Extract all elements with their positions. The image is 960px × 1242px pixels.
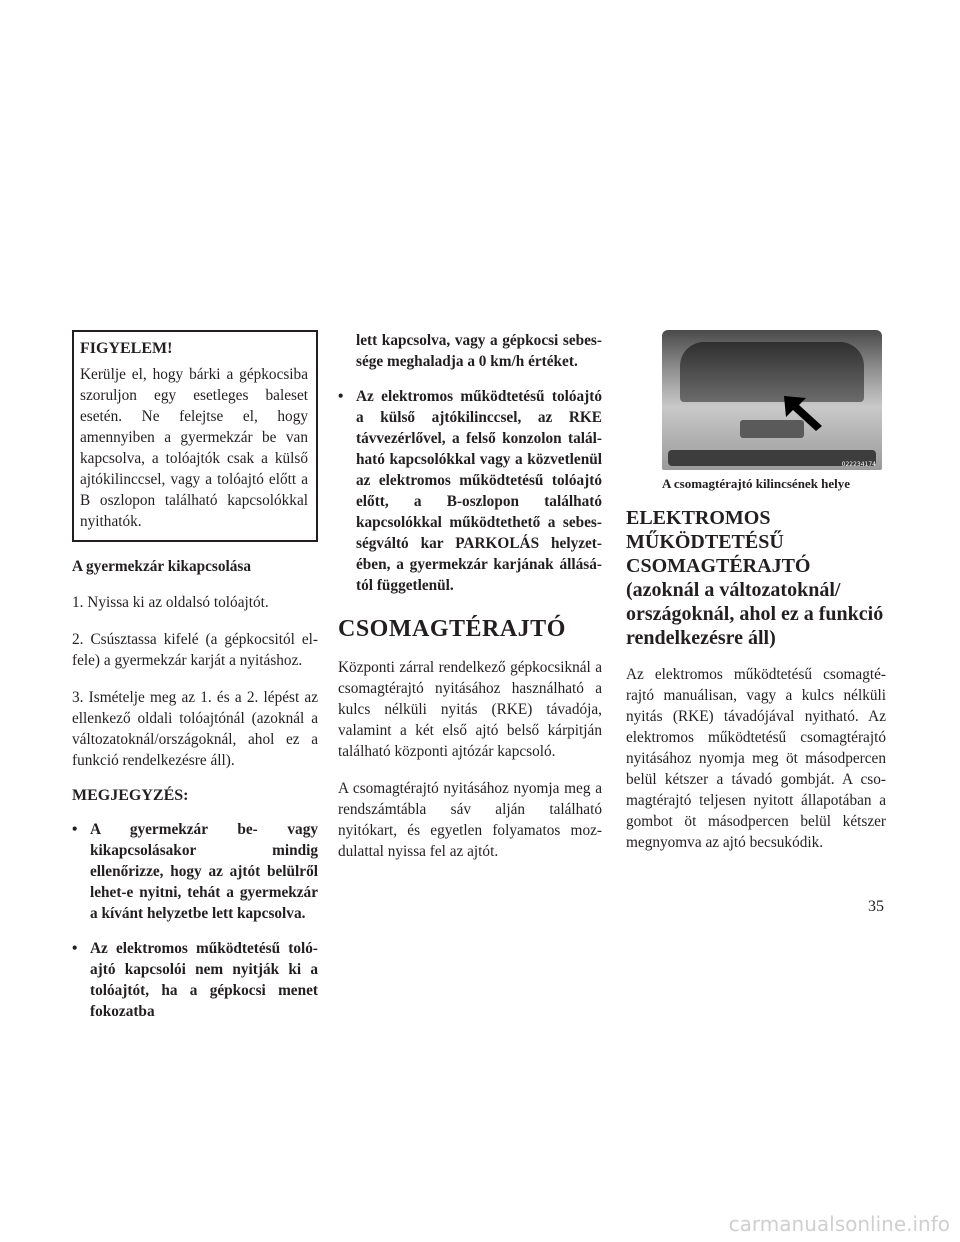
child-lock-step-3: 3. Ismételje meg az 1. és a 2. lépést az ellenkező oldali tolóajtónál (azoknál a változatoknál/országoknál, ahol ez a funkció rendelkezésre áll). [72, 689, 318, 769]
note-title: MEGJEGYZÉS: [72, 787, 189, 804]
power-liftgate-heading: ELEKTROMOS MŰKÖDTETÉSŰ CSOMAGTÉRAJTÓ (azoknál a változatoknál/ országoknál, ahol ez a funkció rendelkezésre áll) [626, 507, 884, 649]
page-number: 35 [868, 898, 884, 915]
arrow-icon [780, 392, 828, 432]
figure-code: 022234174 [841, 461, 876, 468]
note-list-continued [338, 386, 602, 596]
right-column [626, 330, 886, 869]
liftgate-paragraph-1: Központi zárral rendelkező gépkocsiknál a csomagtérajtó nyitásához használható a kulcs nélküli nyitás (RKE) távadója, valamint a két első ajtó belső kárpitján található központi ajtózár kapcsoló. [338, 659, 602, 760]
liftgate-paragraph-2: A csomagtérajtó nyitásához nyomja meg a rendszámtábla sáv alján található nyitókart, és egyetlen folyamatos mozdulattal nyissa fel az ajtót. [338, 780, 602, 860]
warning-box [72, 330, 318, 542]
note-bullet-2: • Az elektromos működtetésű tolóajtó kapcsolói nem nyitják ki a tolóajtót, ha a gépkocsi menet fokozatba [72, 940, 318, 1020]
figure-caption: A csomagtérajtó kilincsének helye [661, 476, 851, 491]
note-bullet-2-continued: lett kapcsolva, vagy a gépkocsi sebessége meghaladja a 0 km/h értéket. [356, 332, 602, 370]
child-lock-step-1: 1. Nyissa ki az oldalsó tolóajtót. [72, 594, 269, 611]
liftgate-heading: CSOMAGTÉRAJTÓ [338, 616, 566, 642]
note-bullet-1: • A gyermekzár be- vagy kikapcsolásakor mindig ellenőrizze, hogy az ajtót belülről lehet-e nyitni, tehát a gyermekzár a kívánt helyzetbe lett kapcsolva. [72, 821, 318, 922]
footer-watermark: carmanualsonline.info [728, 1212, 950, 1236]
warning-text: Kerülje el, hogy bárki a gépkocsiba szoruljon egy esetleges baleset esetén. Ne felejtse el, hogy amennyiben a gyermekzár be van kapcsolva, a tolóajtók csak a külső ajtókilinccsel, vagy a tolóajtó előtt a B oszlopon található kapcsolókkal nyithatók. [80, 366, 308, 530]
child-lock-heading: A gyermekzár kikapcsolása [72, 558, 252, 575]
power-liftgate-text: Az elektromos működtetésű csomagtérajtó manuálisan, vagy a kulcs nélküli nyitás (RKE) távadójával nyitható. Az elektromos működtetésű csomagtérajtó nyitásához nyomja meg öt másodpercen belül kétszer a távadó gombját. A csomagtérajtó teljesen nyitott állapotában a gombot öt másodpercen belül kétszer megnyomva az ajtó becsukódik. [626, 666, 886, 851]
middle-column [338, 330, 602, 878]
left-column [72, 330, 318, 1036]
liftgate-handle-photo [662, 330, 882, 470]
warning-title: FIGYELEM! [80, 340, 173, 357]
note-list [72, 819, 318, 1022]
rear-window [680, 342, 864, 402]
child-lock-step-2: 2. Csúsztassa kifelé (a gépkocsitól elfele) a gyermekzár karját a nyitáshoz. [72, 631, 318, 669]
note-bullet-3: • Az elektromos működtetésű tolóajtó a külső ajtókilinccsel, az RKE távvezérlővel, a felső konzolon található kapcsolókkal vagy a közvetlenül az elektromos működtetésű tolóajtó előtt, a B-oszlopon található kapcsolókkal működtethető a sebességváltó kar PARKOLÁS helyzetében, a gyermekzár karjának állásától függetlenül. [338, 388, 602, 594]
